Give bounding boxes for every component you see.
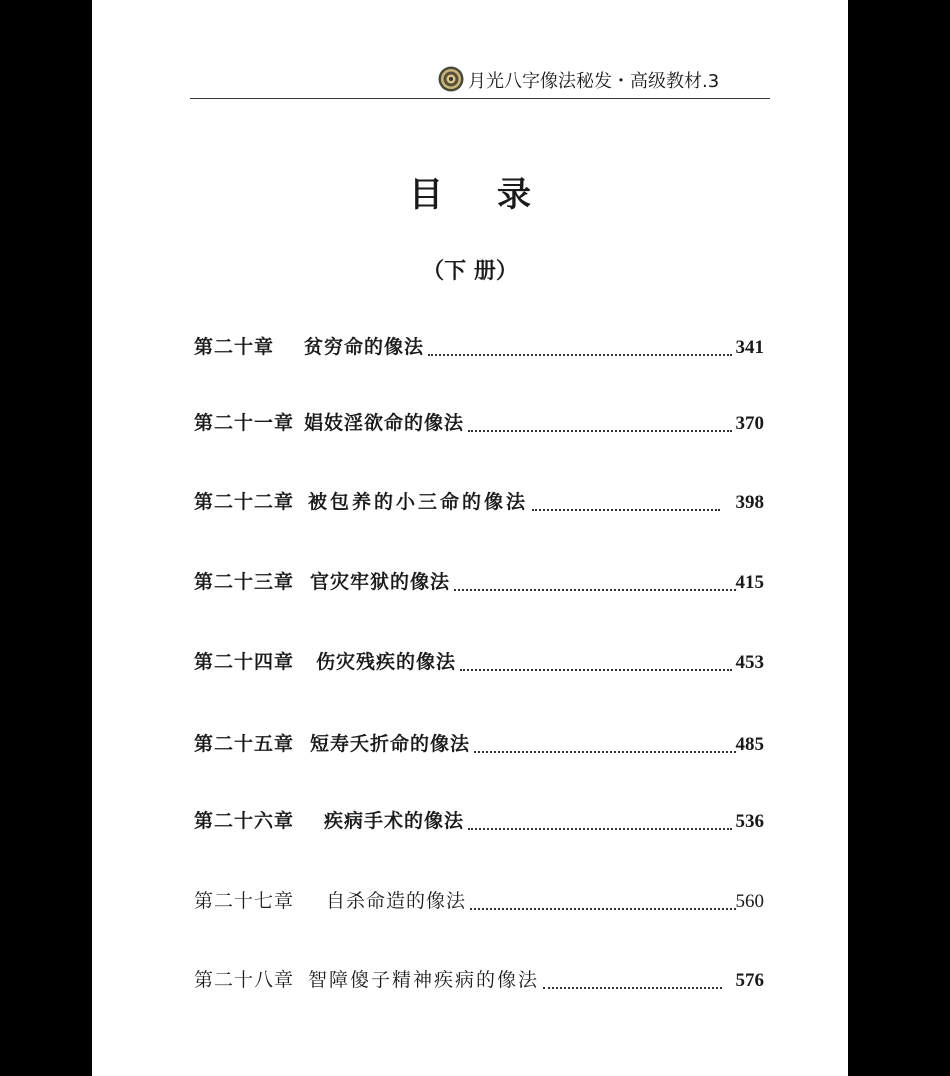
toc-chapter-number: 第二十二章	[194, 491, 295, 513]
toc-page-number: 453	[735, 652, 764, 673]
toc-page-number: 398	[735, 492, 764, 513]
toc-chapter-title: 自杀命造的像法	[326, 890, 467, 912]
toc-leader-dots	[474, 751, 735, 753]
toc-chapter-title: 疾病手术的像法	[324, 810, 465, 832]
toc-entry[interactable]	[194, 806, 764, 836]
toc-page-number: 576	[735, 970, 764, 991]
toc-leader-dots	[428, 354, 731, 356]
toc-entry[interactable]	[194, 487, 764, 517]
document-page	[92, 0, 848, 1076]
toc-page-number: 536	[735, 811, 764, 832]
toc-chapter-title: 贫穷命的像法	[304, 336, 425, 358]
toc-chapter-number: 第二十四章	[194, 651, 295, 673]
toc-leader-dots	[532, 509, 719, 511]
toc-leader-dots	[468, 828, 731, 830]
toc-entry[interactable]	[194, 567, 764, 597]
toc-chapter-number: 第二十一章	[194, 412, 295, 434]
running-header	[190, 64, 770, 99]
toc-leader-dots	[543, 987, 721, 989]
toc-leader-dots	[460, 669, 731, 671]
page-title: 目录	[409, 175, 585, 215]
toc-chapter-title: 被包养的小三命的像法	[308, 491, 529, 513]
toc-entry[interactable]	[194, 965, 764, 995]
toc-chapter-title: 智障傻子精神疾病的像法	[308, 969, 540, 991]
toc-page-number: 560	[735, 891, 764, 912]
toc-entry[interactable]	[194, 729, 764, 759]
toc-entry[interactable]	[194, 332, 764, 362]
toc-leader-dots	[454, 589, 735, 591]
toc-leader-dots	[468, 430, 731, 432]
seal-logo-icon	[438, 66, 464, 92]
toc-chapter-number: 第二十七章	[194, 890, 295, 912]
toc-page-number: 341	[735, 337, 764, 358]
toc-chapter-number: 第二十三章	[194, 571, 295, 593]
toc-chapter-number: 第二十章	[194, 336, 275, 358]
toc-chapter-title: 伤灾残疾的像法	[316, 651, 457, 673]
toc-chapter-number: 第二十八章	[194, 969, 295, 991]
toc-chapter-number: 第二十六章	[194, 810, 295, 832]
page-subtitle: （下 册）	[422, 259, 518, 284]
toc-chapter-title: 短寿夭折命的像法	[310, 733, 471, 755]
toc-chapter-title: 娼妓淫欲命的像法	[304, 412, 465, 434]
header-title: 月光八字像法秘发・高级教材.3	[468, 71, 720, 92]
toc-entry[interactable]	[194, 408, 764, 438]
toc-leader-dots	[470, 908, 735, 910]
toc-entry[interactable]	[194, 886, 764, 916]
toc-chapter-title: 官灾牢狱的像法	[310, 571, 451, 593]
toc-page-number: 415	[735, 572, 764, 593]
toc-page-number: 485	[735, 734, 764, 755]
toc-entry[interactable]	[194, 647, 764, 677]
toc-chapter-number: 第二十五章	[194, 733, 295, 755]
toc-page-number: 370	[735, 413, 764, 434]
